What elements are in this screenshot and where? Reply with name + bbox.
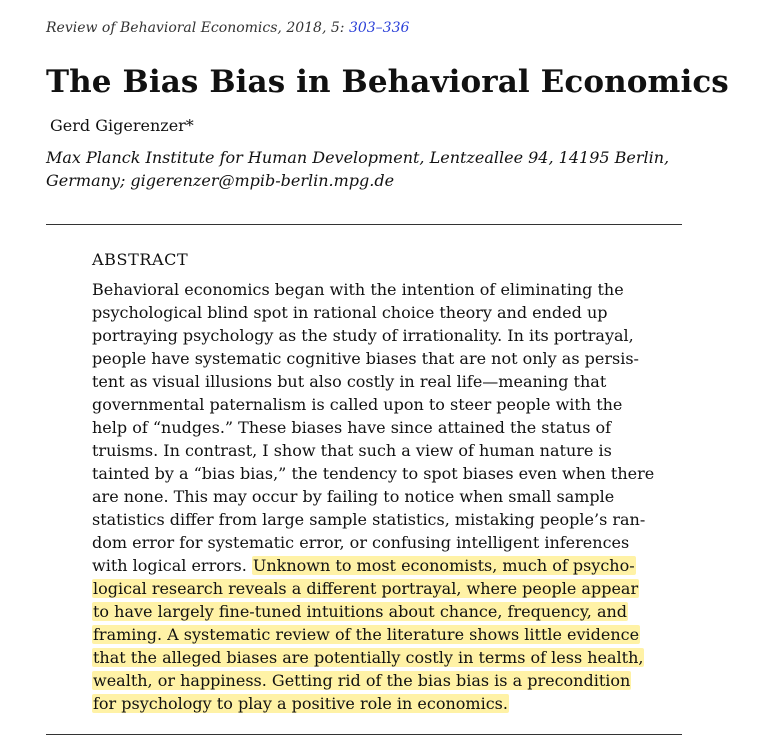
abstract-line-highlighted xyxy=(92,623,640,646)
journal-citation-text: Review of Behavioral Economics, 2018, 5: xyxy=(46,20,349,36)
abstract-line: are none. This may occur by failing to notice when small sample xyxy=(92,487,615,506)
bottom-divider xyxy=(46,734,682,735)
abstract-line-highlighted xyxy=(92,646,644,669)
abstract-line: people have systematic cognitive biases that are not only as persis- xyxy=(92,349,639,368)
abstract-line: dom error for systematic error, or confusing intelligent inferences xyxy=(92,533,630,552)
abstract-line: governmental paternalism is called upon to steer people with the xyxy=(92,395,623,414)
highlighted-text[interactable]: that the alleged biases are potentially costly in terms of less health, xyxy=(93,648,644,667)
abstract-line-highlighted xyxy=(92,600,640,623)
abstract-line: tainted by a “bias bias,” the tendency to spot biases even when there xyxy=(92,464,655,483)
paper-title: The Bias Bias in Behavioral Economics xyxy=(46,64,729,100)
top-divider xyxy=(46,224,682,225)
abstract-line: truisms. In contrast, I show that such a view of human nature is xyxy=(92,441,612,460)
abstract-line-highlighted xyxy=(92,577,640,600)
author-name: Gerd Gigerenzer* xyxy=(50,116,194,135)
abstract-line: Behavioral economics began with the intention of eliminating the xyxy=(92,280,624,299)
abstract-heading: ABSTRACT xyxy=(92,250,189,269)
abstract-line: psychological blind spot in rational choice theory and ended up xyxy=(92,303,608,322)
highlighted-text[interactable]: wealth, or happiness. Getting rid of the bias bias is a precondition xyxy=(93,671,631,690)
abstract-line-highlighted xyxy=(92,692,640,715)
highlighted-text[interactable]: logical research reveals a different portrayal, where people appear xyxy=(93,579,639,598)
highlighted-text[interactable]: to have largely fine-tuned intuitions about chance, frequency, and xyxy=(93,602,628,621)
affiliation-line-1: Max Planck Institute for Human Development, Lentzeallee 94, 14195 Berlin, xyxy=(46,148,670,167)
abstract-line: help of “nudges.” These biases have since attained the status of xyxy=(92,418,612,437)
abstract-line: portraying psychology as the study of irrationality. In its portrayal, xyxy=(92,326,634,345)
abstract-line-highlighted xyxy=(92,669,640,692)
author-affiliation xyxy=(46,146,696,192)
abstract-text-plain: with logical errors. xyxy=(92,556,252,575)
journal-pages-link[interactable]: 303–336 xyxy=(348,20,410,36)
highlighted-text[interactable]: framing. A systematic review of the literature shows little evidence xyxy=(93,625,640,644)
highlighted-text[interactable]: Unknown to most economists, much of psycho- xyxy=(252,556,635,575)
abstract-line: tent as visual illusions but also costly in real life—meaning that xyxy=(92,372,607,391)
abstract-line: statistics differ from large sample statistics, mistaking people’s ran- xyxy=(92,510,646,529)
abstract-body xyxy=(92,278,655,715)
affiliation-line-2: Germany; gigerenzer@mpib-berlin.mpg.de xyxy=(46,171,395,190)
abstract-line-mixed xyxy=(92,554,640,577)
highlighted-text[interactable]: for psychology to play a positive role in economics. xyxy=(93,694,508,713)
journal-citation xyxy=(46,20,409,36)
